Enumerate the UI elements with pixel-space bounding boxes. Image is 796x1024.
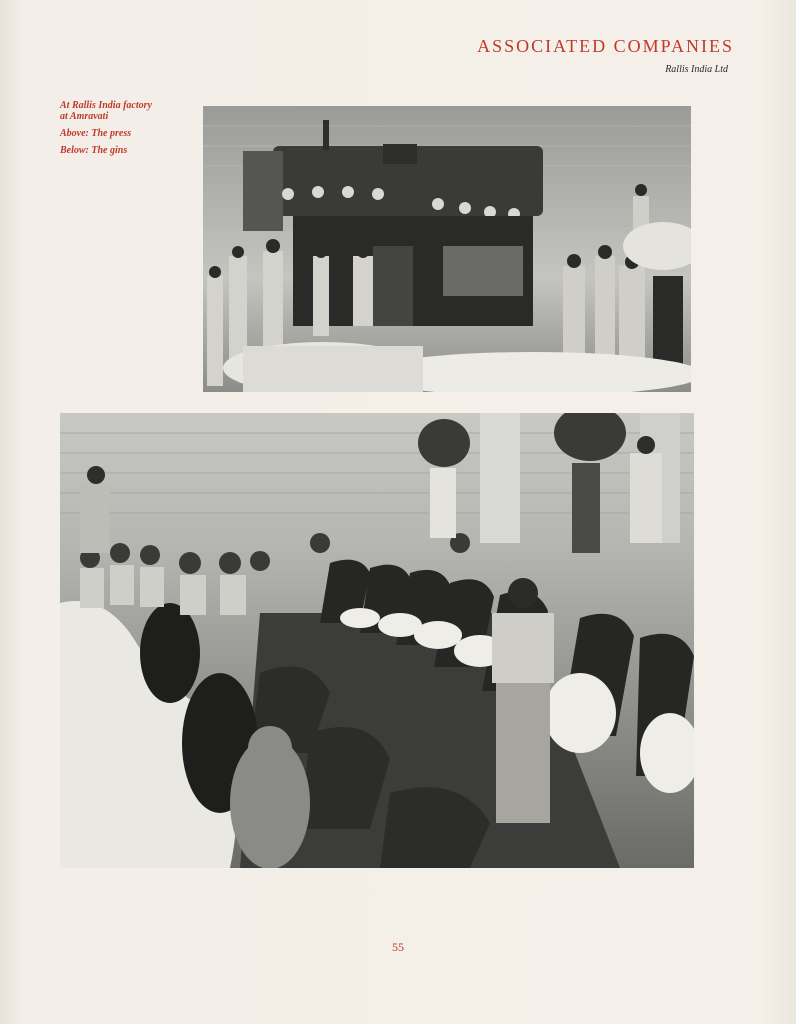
caption-below: Below: The gins <box>60 145 128 156</box>
caption-line-1: At Rallis India factory <box>60 100 152 111</box>
press-photo <box>203 106 691 392</box>
section-title: ASSOCIATED COMPANIES <box>477 36 734 56</box>
caption-location <box>60 100 190 122</box>
caption-above: Above: The press <box>60 128 132 139</box>
page-number: 55 <box>392 940 404 954</box>
caption-line-2: at Amravati <box>60 111 109 122</box>
photo-caption <box>60 100 190 162</box>
gins-photo <box>60 413 694 868</box>
company-subtitle: Rallis India Ltd <box>665 64 728 75</box>
